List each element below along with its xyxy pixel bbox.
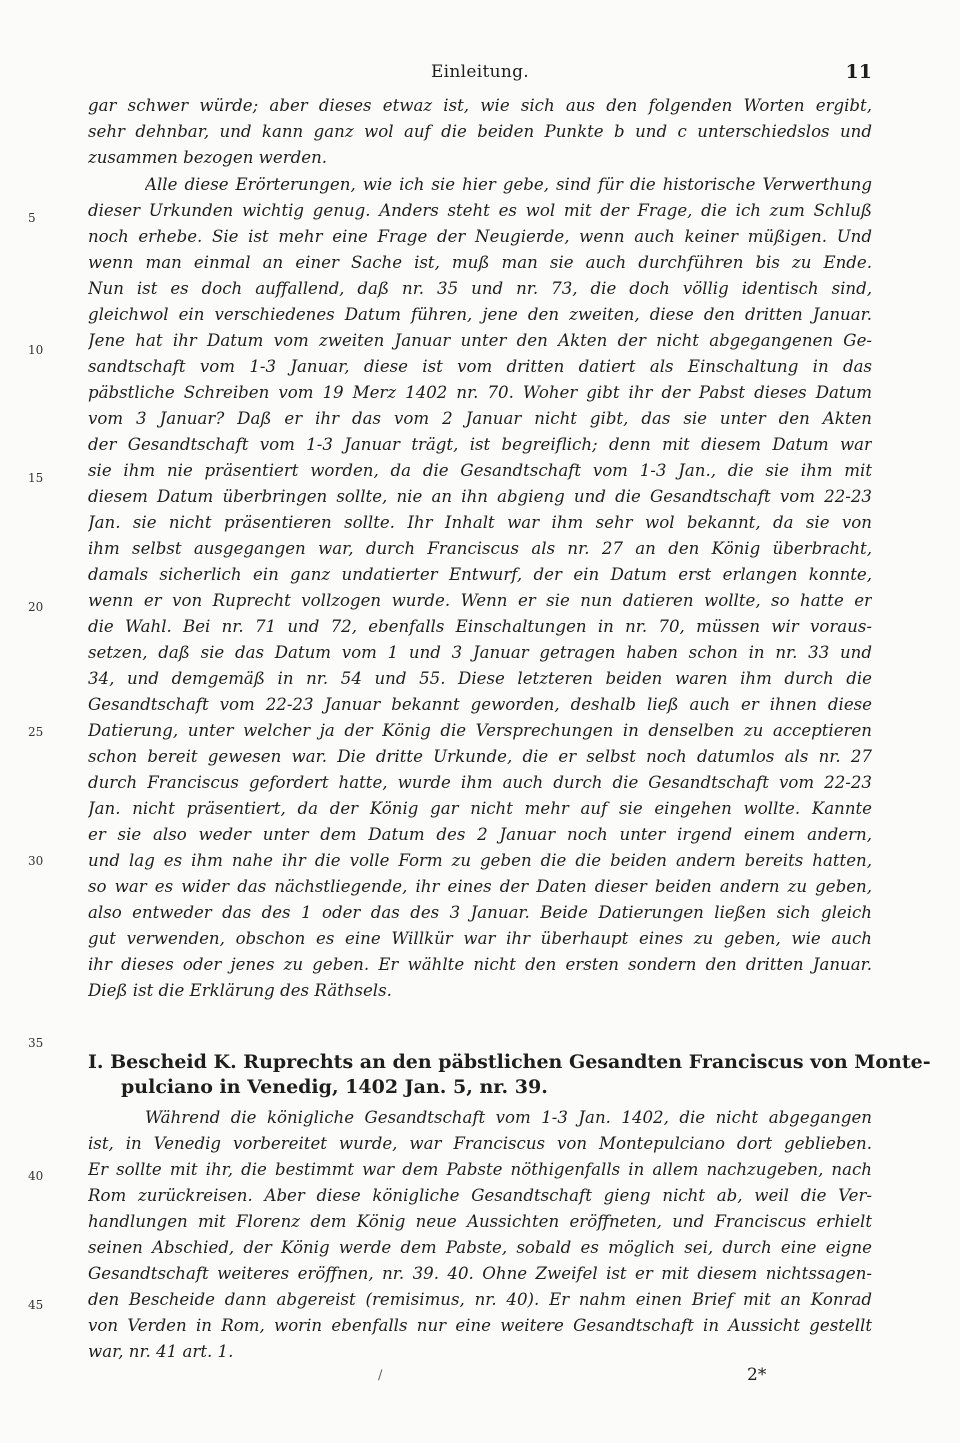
text-line: Alle diese Erörterungen, wie ich sie hier gebe, sind für die historische Verwerthung — [145, 175, 872, 194]
text-line: ist, in Venedig vorbereitet wurde, war Franciscus von Montepulciano dort geblieben. — [88, 1134, 872, 1153]
text-line: päbstliche Schreiben vom 19 Merz 1402 nr. 70. Woher gibt ihr der Pabst dieses Datum — [88, 383, 872, 402]
text-line: gleichwol ein verschiedenes Datum führen, jene den zweiten, diese den dritten Januar. — [88, 305, 872, 324]
text-line: vom 3 Januar? Daß er ihr das vom 2 Januar nicht gibt, das sie unter den Akten — [88, 409, 872, 428]
text-line: von Verden in Rom, worin ebenfalls nur eine weitere Gesandtschaft in Aussicht gestellt — [88, 1316, 872, 1335]
line-number: 20 — [28, 600, 44, 614]
text-line: diesem Datum überbringen sollte, nie an ihn abgieng und die Gesandtschaft vom 22-23 — [88, 487, 872, 506]
text-line: durch Franciscus gefordert hatte, wurde ihm auch durch die Gesandtschaft vom 22-23 — [88, 773, 872, 792]
line-number: 5 — [28, 211, 36, 225]
line-number: 40 — [28, 1169, 44, 1183]
text-line: war, nr. 41 art. 1. — [88, 1342, 234, 1361]
text-line: Gesandtschaft vom 22-23 Januar bekannt geworden, deshalb ließ auch er ihnen diese — [88, 695, 872, 714]
text-line: zusammen bezogen werden. — [88, 148, 328, 167]
text-line: sehr dehnbar, und kann ganz wol auf die beiden Punkte b und c unterschiedslos und — [88, 122, 872, 141]
text-line: die Wahl. Bei nr. 71 und 72, ebenfalls Einschaltungen in nr. 70, müssen wir voraus- — [88, 617, 872, 636]
text-line: Rom zurückreisen. Aber diese königliche Gesandtschaft gieng nicht ab, weil die Ver- — [88, 1186, 872, 1205]
text-line: sie ihm nie präsentiert worden, da die Gesandtschaft vom 1-3 Jan., die sie ihm mit — [88, 461, 872, 480]
section-heading-line-2: pulciano in Venedig, 1402 Jan. 5, nr. 39. — [121, 1076, 548, 1098]
line-number: 25 — [28, 725, 44, 739]
text-line: dieser Urkunden wichtig genug. Anders steht es wol mit der Frage, die ich zum Schluß — [88, 201, 872, 220]
text-line: gut verwenden, obschon es eine Willkür war ihr überhaupt eines zu geben, wie auch — [88, 929, 872, 948]
text-line: so war es wider das nächstliegende, ihr eines der Daten dieser beiden andern zu geben, — [88, 877, 872, 896]
line-number: 35 — [28, 1036, 44, 1050]
text-line: noch erhebe. Sie ist mehr eine Frage der Neugierde, wenn auch keiner müßigen. Und — [88, 227, 872, 246]
text-line: gar schwer würde; aber dieses etwaz ist, wie sich aus den folgenden Worten ergibt, — [88, 96, 872, 115]
text-line: 34, und demgemäß in nr. 54 und 55. Diese letzteren beiden waren ihm durch die — [88, 669, 872, 688]
line-number: 45 — [28, 1298, 44, 1312]
text-line: wenn man einmal an einer Sache ist, muß man sie auch durchführen bis zu Ende. — [88, 253, 872, 272]
text-line: und lag es ihm nahe ihr die volle Form zu geben die die beiden andern bereits hatten, — [88, 851, 872, 870]
text-line: seinen Abschied, der König werde dem Pabste, sobald es möglich sei, durch eine eigne — [88, 1238, 872, 1257]
text-line: Er sollte mit ihr, die bestimmt war dem Pabste nöthigenfalls in allem nachzugeben, nach — [88, 1160, 872, 1179]
text-line: Nun ist es doch auffallend, daß nr. 35 und nr. 73, die doch völlig identisch sind, — [88, 279, 872, 298]
text-line: Während die königliche Gesandtschaft vom 1-3 Jan. 1402, die nicht abgegangen — [145, 1108, 872, 1127]
page-number: 11 — [845, 61, 872, 83]
text-line: Gesandtschaft weiteres eröffnen, nr. 39. 40. Ohne Zweifel ist er mit diesem nichtssagen- — [88, 1264, 872, 1283]
stray-mark: / — [378, 1368, 383, 1383]
text-line: ihm selbst ausgegangen war, durch Franciscus als nr. 27 an den König überbracht, — [88, 539, 872, 558]
line-number: 30 — [28, 854, 44, 868]
text-line: Jan. nicht präsentiert, da der König gar nicht mehr auf sie eingehen wollte. Kannte — [88, 799, 872, 818]
text-line: Jan. sie nicht präsentieren sollte. Ihr Inhalt war ihm sehr wol bekannt, da sie von — [88, 513, 872, 532]
text-line: setzen, daß sie das Datum vom 1 und 3 Januar getragen haben schon in nr. 33 und — [88, 643, 872, 662]
page-header — [88, 62, 872, 88]
text-line: sandtschaft vom 1-3 Januar, diese ist vom dritten datiert als Einschaltung in das — [88, 357, 872, 376]
text-line: er sie also weder unter dem Datum des 2 Januar noch unter irgend einem andern, — [88, 825, 872, 844]
section-heading-line-1: I. Bescheid K. Ruprechts an den päbstlichen Gesandten Franciscus von Monte- — [88, 1051, 931, 1073]
text-line: also entweder das des 1 oder das des 3 Januar. Beide Datierungen ließen sich gleich — [88, 903, 872, 922]
text-line: wenn er von Ruprecht vollzogen wurde. Wenn er sie nun datieren wollte, so hatte er — [88, 591, 872, 610]
text-line: Datierung, unter welcher ja der König die Versprechungen in denselben zu acceptieren — [88, 721, 872, 740]
text-line: den Bescheide dann abgereist (remisimus, nr. 40). Er nahm einen Brief mit an Konrad — [88, 1290, 872, 1309]
text-line: Jene hat ihr Datum vom zweiten Januar unter den Akten der nicht abgegangenen Ge- — [88, 331, 872, 350]
text-line: der Gesandtschaft vom 1-3 Januar trägt, ist begreiflich; denn mit diesem Datum war — [88, 435, 872, 454]
line-number: 15 — [28, 471, 44, 485]
section-heading — [88, 1050, 931, 1100]
text-line: ihr dieses oder jenes zu geben. Er wählte nicht den ersten sondern den dritten Januar. — [88, 955, 872, 974]
text-line: handlungen mit Florenz dem König neue Aussichten eröffneten, und Franciscus erhielt — [88, 1212, 872, 1231]
signature-mark: 2* — [747, 1365, 767, 1385]
running-head: Einleitung. — [430, 62, 530, 82]
line-number: 10 — [28, 343, 44, 357]
text-line: damals sicherlich ein ganz undatierter Entwurf, der ein Datum erst erlangen konnte, — [88, 565, 872, 584]
text-line: Dieß ist die Erklärung des Räthsels. — [88, 981, 392, 1000]
text-line: schon bereit gewesen war. Die dritte Urkunde, die er selbst noch datumlos als nr. 27 — [88, 747, 872, 766]
